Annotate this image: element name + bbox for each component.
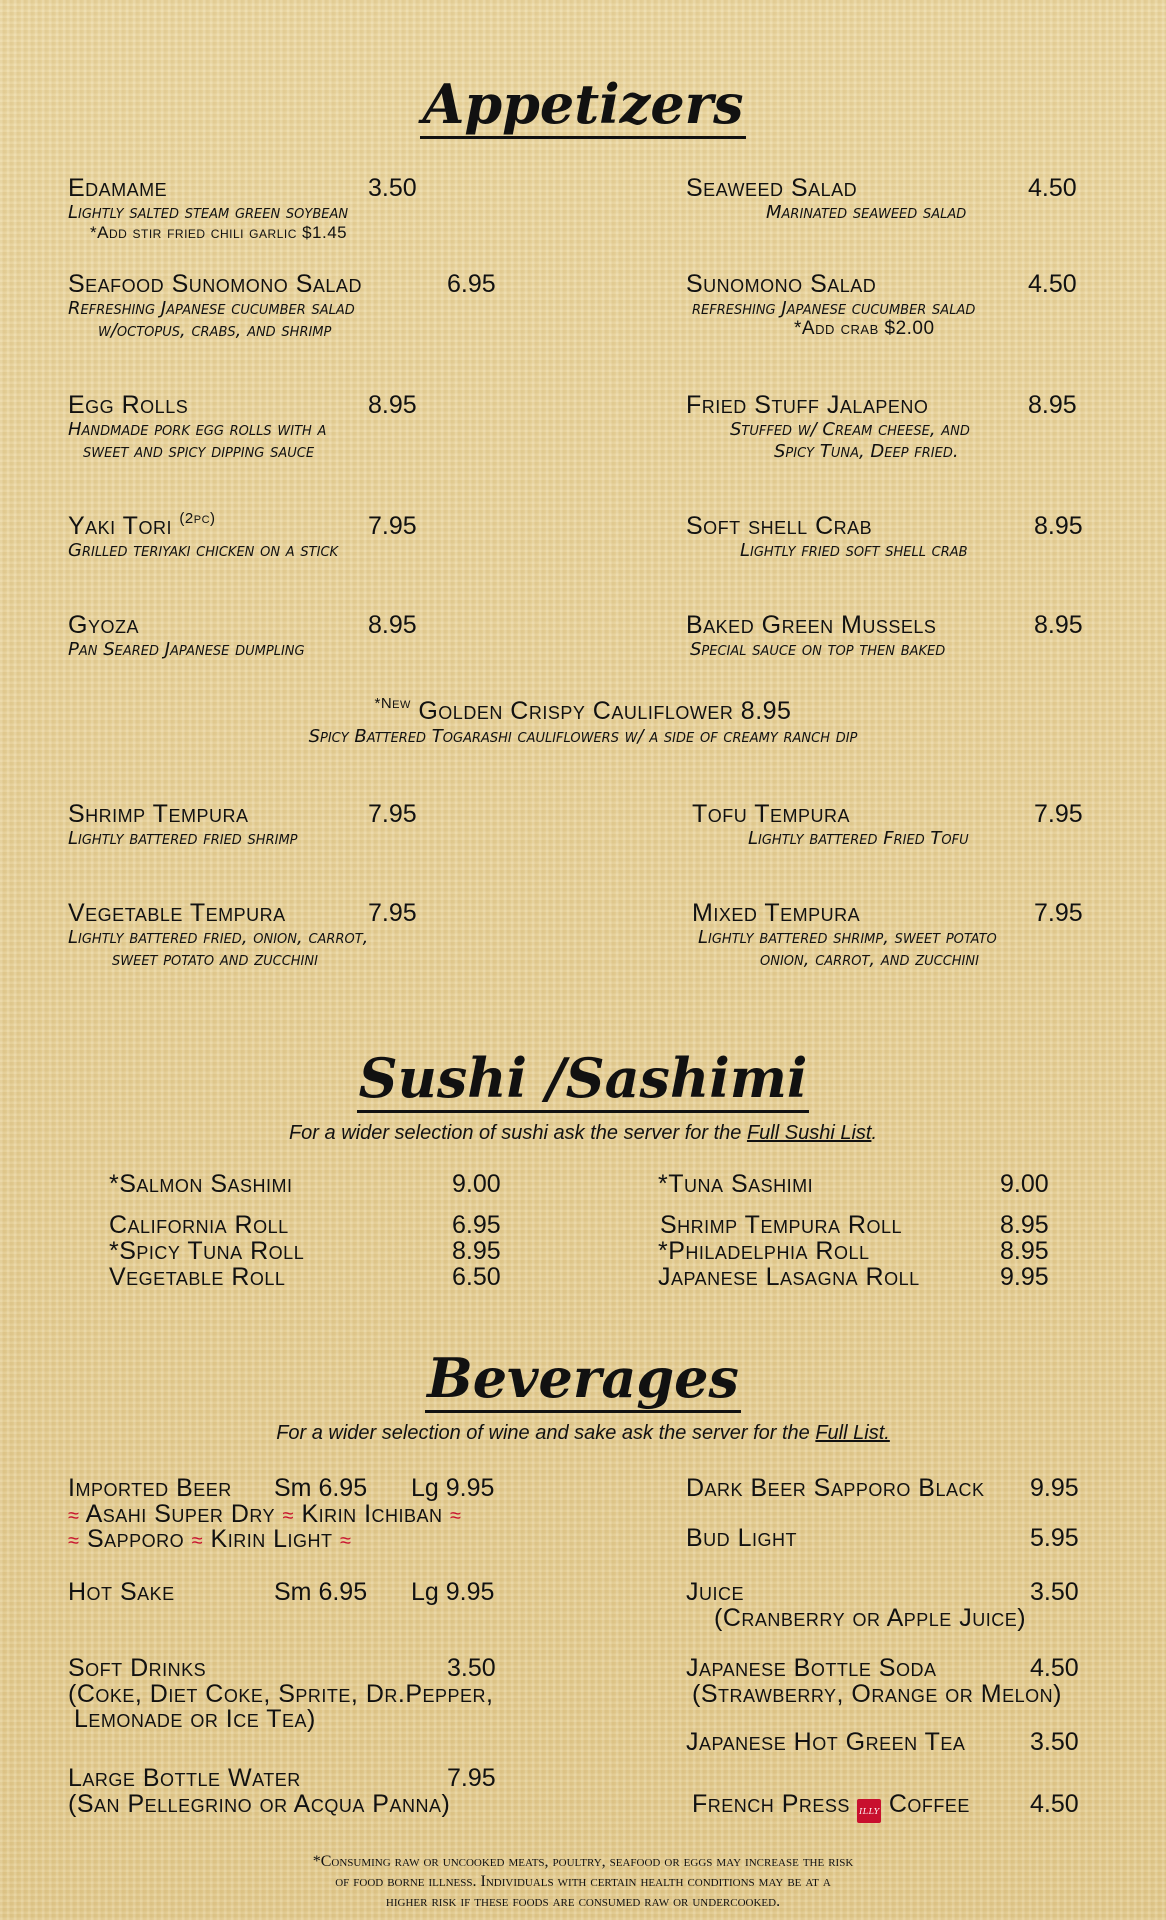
beer-list-line-1: ≈ Asahi Super Dry ≈ Kirin Ichiban ≈ <box>68 1500 462 1528</box>
baked-mussels-desc: Special sauce on top then baked <box>690 639 946 660</box>
mixed-tempura-desc-2: onion, carrot, and zucchini <box>760 949 979 970</box>
disclaimer-line-1: *Consuming raw or uncooked meats, poultry, seafood or eggs may increase the risk <box>312 1853 854 1870</box>
baked-mussels-name: Baked Green Mussels <box>686 611 937 639</box>
gyoza-name: Gyoza <box>68 611 139 639</box>
new-tag: *New <box>374 695 411 712</box>
sunomono-salad-name: Sunomono Salad <box>686 270 877 298</box>
juice-price: 3.50 <box>1030 1578 1079 1606</box>
wave-icon: ≈ <box>68 1505 80 1527</box>
edamame-price: 3.50 <box>368 174 417 202</box>
seaweed-salad-price: 4.50 <box>1028 174 1077 202</box>
vegetable-tempura-price: 7.95 <box>368 899 417 927</box>
coffee-price: 4.50 <box>1030 1790 1079 1818</box>
vegetable-tempura-desc: Lightly battered fried, onion, carrot, <box>68 927 369 948</box>
shrimp-tempura-name: Shrimp Tempura <box>68 800 249 828</box>
dark-beer-price: 9.95 <box>1030 1474 1079 1502</box>
soft-shell-crab-name: Soft shell Crab <box>686 512 873 540</box>
imported-beer-lg: Lg 9.95 <box>411 1474 495 1502</box>
egg-rolls-price: 8.95 <box>368 391 417 419</box>
cauliflower-name: $^{*New}$ Golden Crispy Cauliflower 8.95 <box>374 695 792 725</box>
egg-rolls-desc-2: sweet and spicy dipping sauce <box>83 441 315 462</box>
seaweed-salad-name: Seaweed Salad <box>686 174 858 202</box>
full-list-link[interactable]: Full List. <box>815 1422 890 1444</box>
fried-jalapeno-price: 8.95 <box>1028 391 1077 419</box>
green-tea-price: 3.50 <box>1030 1728 1079 1756</box>
imported-beer-sm: Sm 6.95 <box>274 1474 368 1502</box>
beverages-note: For a wider selection of wine and sake ask the server for the Full List. <box>276 1422 890 1444</box>
wave-icon: ≈ <box>340 1530 352 1552</box>
soft-drinks-desc-2: Lemonade or Ice Tea) <box>74 1705 316 1733</box>
seafood-sunomono-desc: Refreshing Japanese cucumber salad <box>68 298 355 319</box>
coffee-name: French Press illy Coffee <box>692 1790 970 1823</box>
sunomono-salad-price: 4.50 <box>1028 270 1077 298</box>
hot-sake-lg: Lg 9.95 <box>411 1578 495 1606</box>
bottle-water-desc: (San Pellegrino or Acqua Panna) <box>68 1790 451 1818</box>
wave-icon: ≈ <box>191 1530 204 1552</box>
sushi-note: For a wider selection of sushi ask the server for the Full Sushi List. <box>288 1122 878 1144</box>
vegetable-tempura-desc-2: sweet potato and zucchini <box>112 949 318 970</box>
yaki-tori-desc: Grilled teriyaki chicken on a stick <box>68 540 339 561</box>
bud-light-price: 5.95 <box>1030 1524 1079 1552</box>
shrimp-tempura-price: 7.95 <box>368 800 417 828</box>
hot-sake-sm: Sm 6.95 <box>274 1578 368 1606</box>
wave-icon: ≈ <box>282 1505 294 1527</box>
fried-jalapeno-desc-2: Spicy Tuna, Deep fried. <box>774 441 959 462</box>
soft-shell-crab-desc: Lightly fried soft shell crab <box>740 540 968 561</box>
gyoza-price: 8.95 <box>368 611 417 639</box>
soft-drinks-name: Soft Drinks <box>68 1654 207 1682</box>
sushi-left-price-3: 8.95 <box>452 1237 501 1265</box>
tofu-tempura-price: 7.95 <box>1034 800 1083 828</box>
wave-icon: ≈ <box>449 1505 462 1527</box>
sushi-left-item-4: Vegetable Roll <box>109 1263 286 1291</box>
seaweed-salad-desc: Marinated seaweed salad <box>766 202 967 223</box>
fried-jalapeno-name: Fried Stuff Jalapeno <box>686 391 929 419</box>
cauliflower-desc: Spicy Battered Togarashi cauliflowers w/ a side of creamy ranch dip <box>308 726 858 747</box>
sushi-left-item-3: *Spicy Tuna Roll <box>109 1237 305 1265</box>
soft-shell-crab-price: 8.95 <box>1034 512 1083 540</box>
full-sushi-list-link[interactable]: Full Sushi List <box>746 1122 872 1144</box>
edamame-addon: *Add stir fried chili garlic $1.45 <box>90 223 348 242</box>
disclaimer-line-3: higher risk if these foods are consumed raw or undercooked. <box>385 1893 781 1910</box>
sushi-right-price-4: 9.95 <box>1000 1263 1049 1291</box>
edamame-desc: Lightly salted steam green soybean <box>68 202 349 223</box>
japanese-soda-price: 4.50 <box>1030 1654 1079 1682</box>
shrimp-tempura-desc: Lightly battered fried shrimp <box>68 828 298 849</box>
appetizers-heading: Appetizers <box>0 72 1166 136</box>
yaki-tori-note: (2pc) <box>179 510 216 527</box>
edamame-name: Edamame <box>68 174 168 202</box>
sunomono-salad-desc: refreshing Japanese cucumber salad <box>692 298 976 319</box>
egg-rolls-desc: Handmade pork egg rolls with a <box>68 419 327 440</box>
tofu-tempura-desc: Lightly battered Fried Tofu <box>748 828 969 849</box>
sushi-right-price-3: 8.95 <box>1000 1237 1049 1265</box>
egg-rolls-name: Egg Rolls <box>68 391 189 419</box>
yaki-tori-price: 7.95 <box>368 512 417 540</box>
disclaimer-line-2: of food borne illness. Individuals with certain health conditions may be at a <box>335 1873 831 1890</box>
green-tea-name: Japanese Hot Green Tea <box>686 1728 966 1756</box>
sushi-left-price-2: 6.95 <box>452 1211 501 1239</box>
sushi-right-price-2: 8.95 <box>1000 1211 1049 1239</box>
baked-mussels-price: 8.95 <box>1034 611 1083 639</box>
seafood-sunomono-desc-2: w/octopus, crabs, and shrimp <box>98 320 332 341</box>
sushi-heading: Sushi /Sashimi <box>0 1046 1166 1110</box>
juice-desc: (Cranberry or Apple Juice) <box>714 1604 1027 1632</box>
sunomono-salad-addon: *Add crab $2.00 <box>794 318 935 339</box>
sushi-right-price-1: 9.00 <box>1000 1170 1049 1198</box>
imported-beer-name: Imported Beer <box>68 1474 232 1502</box>
mixed-tempura-desc: Lightly battered shrimp, sweet potato <box>698 927 997 948</box>
beer-list-line-2: ≈ Sapporo ≈ Kirin Light ≈ <box>68 1525 352 1553</box>
tofu-tempura-name: Tofu Tempura <box>692 800 851 828</box>
soft-drinks-desc: (Coke, Diet Coke, Sprite, Dr.Pepper, <box>68 1680 494 1708</box>
soft-drinks-price: 3.50 <box>447 1654 496 1682</box>
japanese-soda-desc: (Strawberry, Orange or Melon) <box>692 1680 1062 1708</box>
mixed-tempura-name: Mixed Tempura <box>692 899 861 927</box>
sushi-right-item-2: Shrimp Tempura Roll <box>660 1211 902 1239</box>
sushi-right-item-3: *Philadelphia Roll <box>658 1237 870 1265</box>
sushi-left-price-4: 6.50 <box>452 1263 501 1291</box>
sushi-left-price-1: 9.00 <box>452 1170 501 1198</box>
hot-sake-name: Hot Sake <box>68 1578 175 1606</box>
sushi-right-item-4: Japanese Lasagna Roll <box>658 1263 920 1291</box>
gyoza-desc: Pan Seared Japanese dumpling <box>68 639 305 660</box>
bud-light-name: Bud Light <box>686 1524 798 1552</box>
seafood-sunomono-price: 6.95 <box>447 270 496 298</box>
dark-beer-name: Dark Beer Sapporo Black <box>686 1474 985 1502</box>
beverages-heading: Beverages <box>0 1346 1166 1410</box>
seafood-sunomono-name: Seafood Sunomono Salad <box>68 270 362 298</box>
wave-icon: ≈ <box>68 1530 80 1552</box>
vegetable-tempura-name: Vegetable Tempura <box>68 899 286 927</box>
juice-name: Juice <box>686 1578 745 1606</box>
sushi-right-item-1: *Tuna Sashimi <box>658 1170 814 1198</box>
sushi-left-item-1: *Salmon Sashimi <box>109 1170 293 1198</box>
disclaimer <box>0 1852 1166 1912</box>
bottle-water-price: 7.95 <box>447 1764 496 1792</box>
sushi-left-item-2: California Roll <box>109 1211 289 1239</box>
fried-jalapeno-desc: Stuffed w/ Cream cheese, and <box>730 419 970 440</box>
mixed-tempura-price: 7.95 <box>1034 899 1083 927</box>
yaki-tori-name: Yaki Tori $^{(2pc)}$ <box>68 510 216 540</box>
illy-logo-icon: illy <box>857 1799 881 1823</box>
bottle-water-name: Large Bottle Water <box>68 1764 301 1792</box>
japanese-soda-name: Japanese Bottle Soda <box>686 1654 937 1682</box>
